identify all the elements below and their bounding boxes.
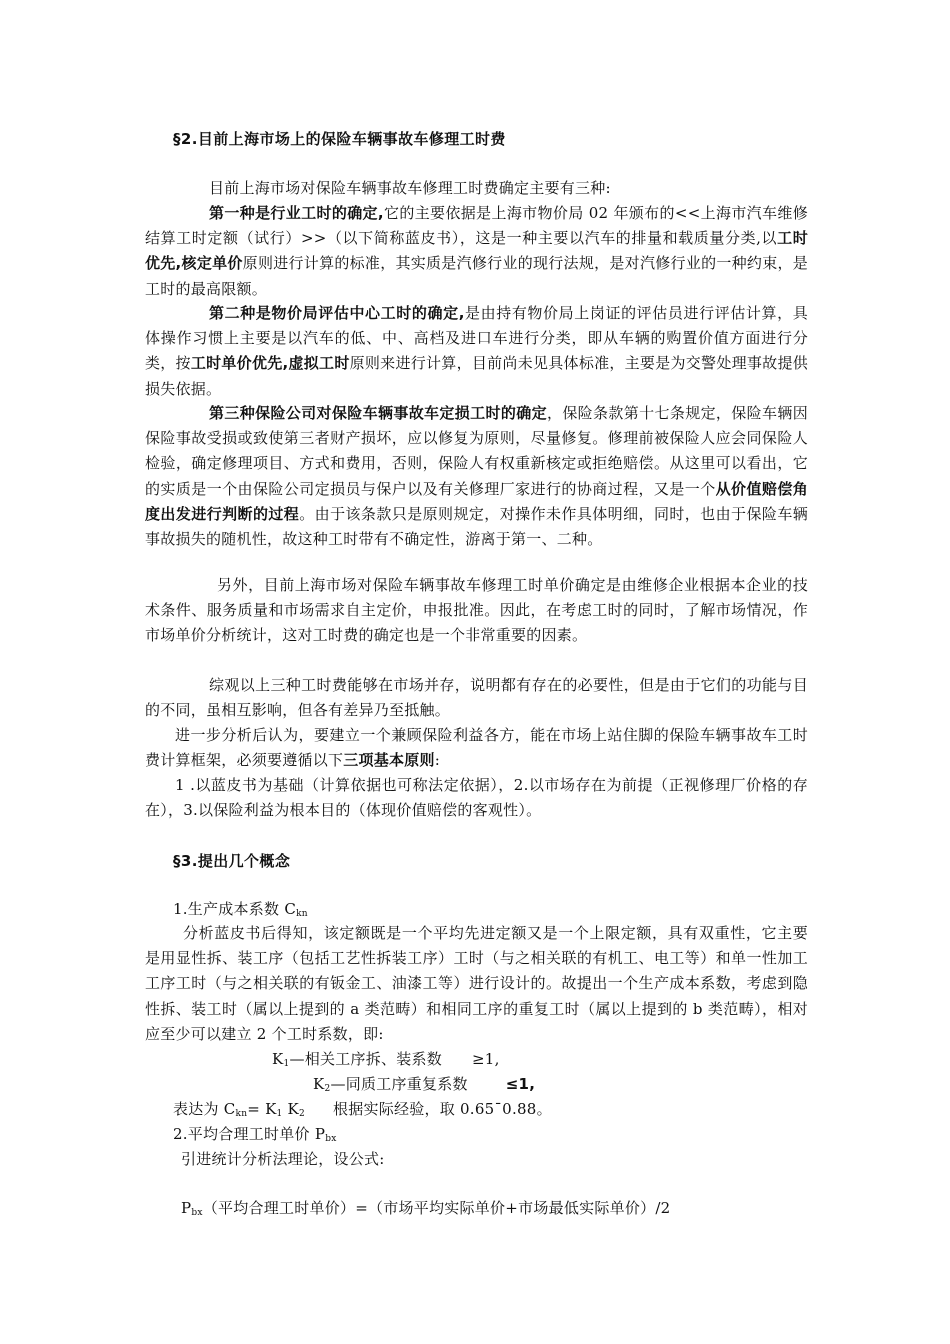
section-3-heading: §3.提出几个概念 xyxy=(173,852,291,870)
paragraph-principles-list: 1 .以蓝皮书为基础（计算依据也可称法定依据），2.以市场存在为前提（正视修理厂价格的存在），3.以保险利益为根本目的（体现价值赔偿的客观性）。 xyxy=(145,776,808,820)
section-2-heading: §2.目前上海市场上的保险车辆事故车修理工时费 xyxy=(173,130,506,148)
paragraph-industry-labor-hours: 第一种是行业工时的确定,它的主要依据是上海市物价局 02 年颁布的<<上海市汽车维修结算工时定额（试行）>>（以下简称蓝皮书），这是一种主要以汽车的排量和载质量分类,以工时优先,核定单价原则进行计算的标准，其实质是汽修行业的现行法规，是对汽修行业的一种约束，是工时的最高限额。 xyxy=(145,204,809,298)
coefficient-k1: $K_1—$相关工序拆、装系数 ≥1, xyxy=(272,1050,500,1069)
section-2-intro: 目前上海市场对保险车辆事故车修理工时费确定主要有三种: xyxy=(209,179,611,197)
paragraph-blue-book-analysis: 分析蓝皮书后得知，该定额既是一个平均先进定额又是一个上限定额，具有双重性，它主要是用显性拆、装工序（包括工艺性拆装工序）工时（与之相关联的有机工、电工等）和单一性加工工序工时（与之相关联的有钣金工、油漆工等）进行设计的。故提出一个生产成本系数，考虑到隐性拆、装工时（属以上提到的 a 类范畴）和相同工序的重复工时（属以上提到的 b 类范畴），相对应至少可以建立 2 个工时系数，即: xyxy=(145,924,808,1043)
item-production-cost-coefficient: 1.生产成本系数 $C_{kn}$ xyxy=(173,900,308,919)
statistical-intro: 引进统计分析法理论，设公式: xyxy=(181,1150,385,1168)
paragraph-price-bureau-labor-hours: 第二种是物价局评估中心工时的确定,是由持有物价局上岗证的评估员进行评估计算，具体操作习惯上主要是以汽车的低、中、高档及进口车进行分类，即从车辆的购置价值方面进行分类，按工时单价优先,虚拟工时原则来进行计算，目前尚未见具体标准，主要是为交警处理事故提供损失依据。 xyxy=(145,304,808,398)
formula-pbx: $P_{bx}$（平均合理工时单价）=（市场平均实际单价+市场最低实际单价）/2 xyxy=(181,1199,671,1218)
expression-ckn: 表达为 $C_{kn}= K_1$ $K_2$ 根据实际经验，取 0.65¯0.88。 xyxy=(173,1100,552,1119)
paragraph-summary: 综观以上三种工时费能够在市场并存，说明都有存在的必要性，但是由于它们的功能与目的不同，虽相互影响，但各有差异乃至抵触。 xyxy=(145,676,808,720)
paragraph-market-unit-price: 另外，目前上海市场对保险车辆事故车修理工时单价确定是由维修企业根据本企业的技术条件、服务质量和市场需求自主定价，申报批准。因此，在考虑工时的同时，了解市场情况，作市场单价分析统计，这对工时费的确定也是一个非常重要的因素。 xyxy=(145,576,808,645)
paragraph-basic-principles: 进一步分析后认为，要建立一个兼顾保险利益各方，能在市场上站住脚的保险车辆事故车工时费计算框架，必须要遵循以下三项基本原则: xyxy=(145,726,808,770)
item-average-labor-price: 2.平均合理工时单价 $P_{bx}$ xyxy=(173,1125,337,1144)
paragraph-insurer-labor-hours: 第三种保险公司对保险车辆事故车定损工时的确定，保险条款第十七条规定，保险车辆因保险事故受损或致使第三者财产损坏，应以修复为原则，尽量修复。修理前被保险人应会同保险人检验，确定修理项目、方式和费用，否则，保险人有权重新核定或拒绝赔偿。从这里可以看出，它的实质是一个由保险公司定损员与保户以及有关修理厂家进行的协商过程，又是一个从价值赔偿角度出发进行判断的过程。由于该条款只是原则规定，对操作未作具体明细，同时，也由于保险车辆事故损失的随机性，故这种工时带有不确定性，游离于第一、二种。 xyxy=(145,404,808,549)
coefficient-k2: $K_2—$同质工序重复系数 ≤1, xyxy=(313,1075,536,1094)
